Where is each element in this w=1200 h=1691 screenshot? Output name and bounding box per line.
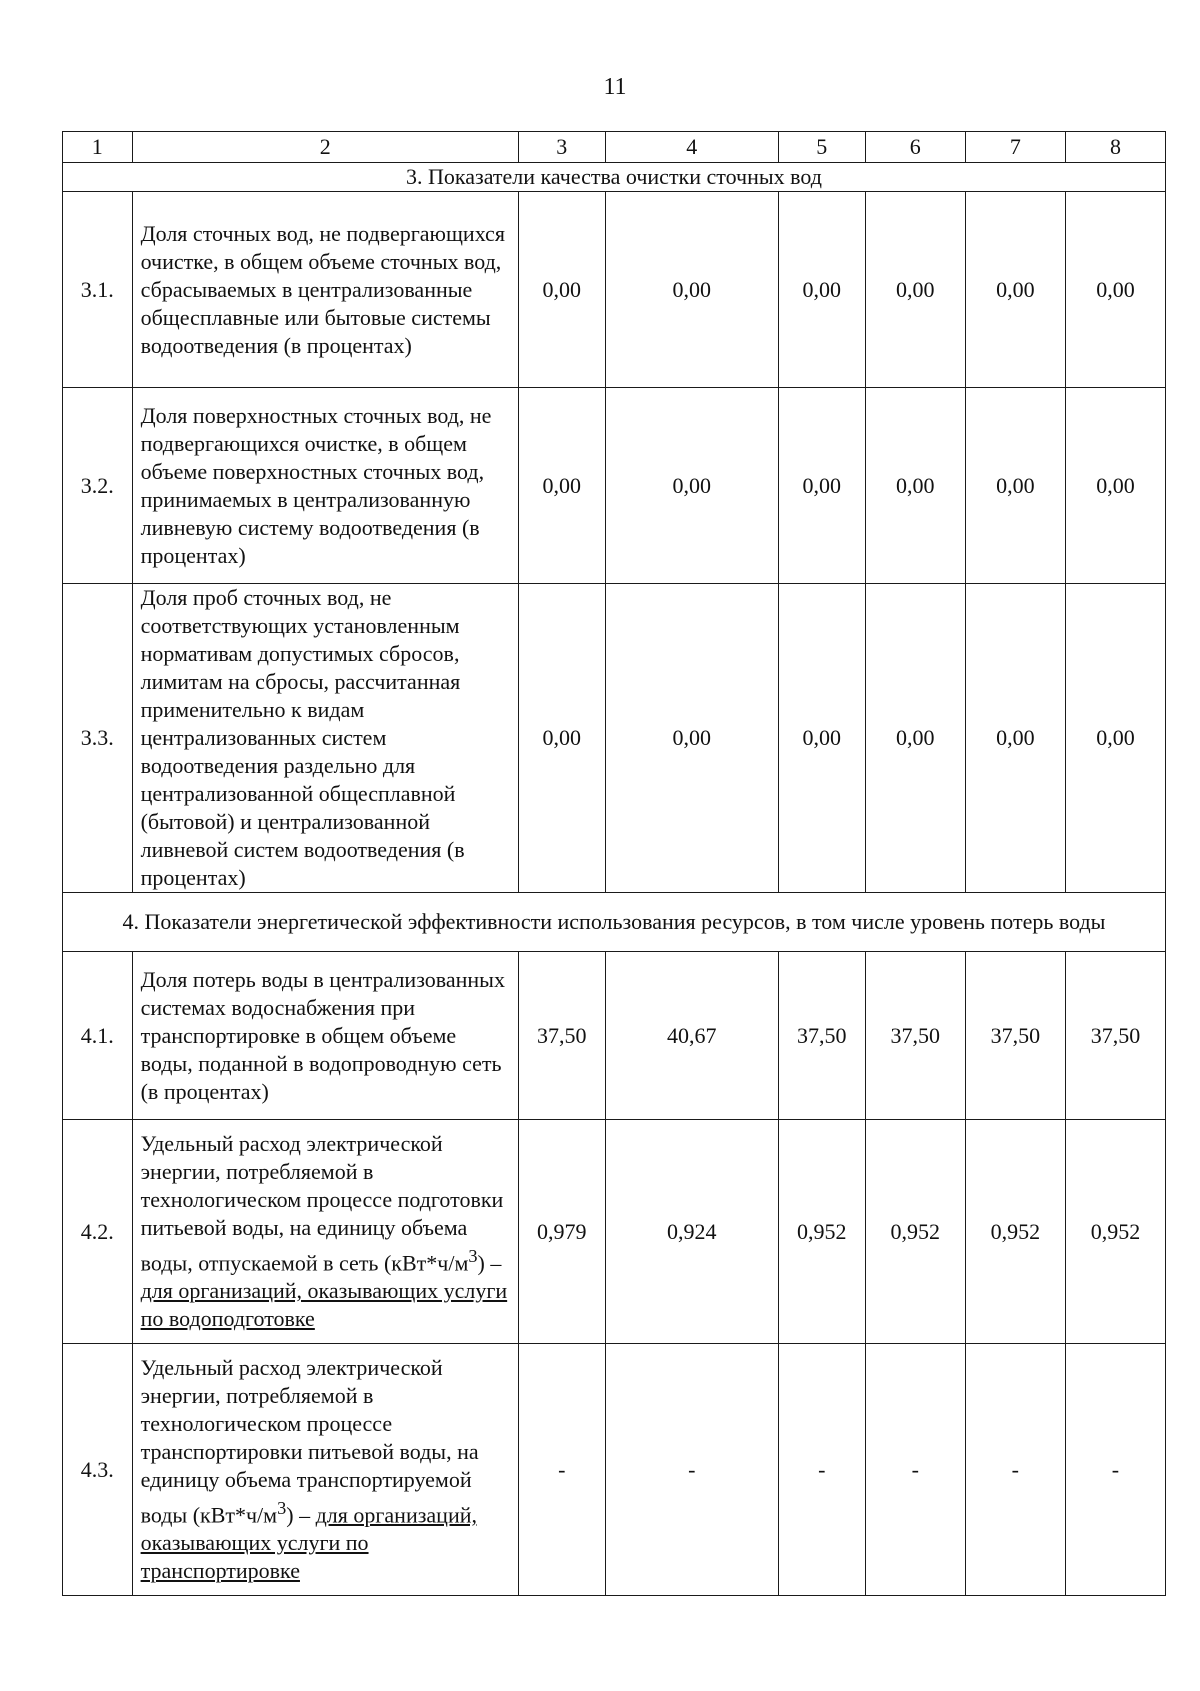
row-number: 4.3.: [63, 1344, 133, 1596]
table-row: [63, 952, 1166, 1120]
column-header: 3: [518, 132, 605, 163]
section-row: [63, 163, 1166, 192]
value-cell: 0,00: [518, 584, 605, 893]
value-cell: 0,00: [965, 192, 1065, 388]
row-description-text: Удельный расход электрической энергии, потребляемой в технологическом процессе транспортировки питьевой воды, на единицу объема транспортируемой воды (кВт*ч/м: [140, 1354, 479, 1528]
row-description: [132, 1344, 518, 1596]
column-header: 4: [605, 132, 778, 163]
row-number: 3.1.: [63, 192, 133, 388]
row-description-text: Удельный расход электрической энергии, потребляемой в технологическом процессе подготовки питьевой воды, на единицу объема воды, отпускаемой в сеть (кВт*ч/м: [140, 1130, 504, 1276]
table-row: [63, 388, 1166, 584]
value-cell: 37,50: [778, 952, 865, 1120]
value-cell: 0,00: [1065, 192, 1165, 388]
column-header: 1: [63, 132, 133, 163]
value-cell: 0,00: [1065, 584, 1165, 893]
value-cell: 0,00: [865, 192, 965, 388]
value-cell: 0,952: [965, 1120, 1065, 1344]
value-cell: 37,50: [518, 952, 605, 1120]
column-header: 2: [132, 132, 518, 163]
value-cell: 0,00: [965, 388, 1065, 584]
value-cell: -: [605, 1344, 778, 1596]
value-cell: 0,00: [518, 192, 605, 388]
section-title: 4. Показатели энергетической эффективности использования ресурсов, в том числе уровень потерь воды: [63, 893, 1166, 952]
value-cell: 0,00: [605, 388, 778, 584]
value-cell: 0,00: [865, 584, 965, 893]
column-header: 8: [1065, 132, 1165, 163]
row-number: 3.3.: [63, 584, 133, 893]
row-number: 4.1.: [63, 952, 133, 1120]
value-cell: 0,00: [1065, 388, 1165, 584]
value-cell: 0,979: [518, 1120, 605, 1344]
section-title: 3. Показатели качества очистки сточных вод: [63, 163, 1166, 192]
row-description-underlined: для организаций, оказывающих услуги по водоподготовке: [140, 1278, 508, 1332]
row-description: Доля проб сточных вод, не соответствующих установленным нормативам допустимых сбросов, лимитам на сбросы, рассчитанная применительно к видам централизованных систем водоотведения раздельно для централизованной общесплавной (бытовой) и централизованной ливневой систем водоотведения (в процентах): [132, 584, 518, 893]
indicators-table: [62, 131, 1166, 1596]
value-cell: 0,00: [965, 584, 1065, 893]
row-description: Доля потерь воды в централизованных системах водоснабжения при транспортировке в общем объеме воды, поданной в водопроводную сеть (в процентах): [132, 952, 518, 1120]
table-row: [63, 584, 1166, 893]
value-cell: 0,00: [778, 388, 865, 584]
value-cell: 0,00: [605, 192, 778, 388]
value-cell: -: [865, 1344, 965, 1596]
value-cell: 37,50: [965, 952, 1065, 1120]
value-cell: 37,50: [865, 952, 965, 1120]
value-cell: -: [778, 1344, 865, 1596]
row-description: Доля поверхностных сточных вод, не подвергающихся очистке, в общем объеме поверхностных сточных вод, принимаемых в централизованную ливневую систему водоотведения (в процентах): [132, 388, 518, 584]
value-cell: 0,00: [518, 388, 605, 584]
row-number: 3.2.: [63, 388, 133, 584]
value-cell: 0,00: [778, 192, 865, 388]
column-header: 6: [865, 132, 965, 163]
row-description-tail: ) –: [477, 1250, 502, 1276]
row-description-tail: ) –: [286, 1502, 316, 1528]
value-cell: 0,924: [605, 1120, 778, 1344]
row-description: [132, 1120, 518, 1344]
value-cell: -: [1065, 1344, 1165, 1596]
column-header: 5: [778, 132, 865, 163]
superscript: 3: [277, 1497, 287, 1518]
value-cell: 40,67: [605, 952, 778, 1120]
table-row: [63, 1344, 1166, 1596]
table-row: [63, 1120, 1166, 1344]
page-number: 11: [603, 74, 627, 100]
value-cell: 0,00: [865, 388, 965, 584]
value-cell: 0,952: [1065, 1120, 1165, 1344]
column-header-row: [63, 132, 1166, 163]
value-cell: 0,00: [778, 584, 865, 893]
superscript: 3: [468, 1245, 478, 1266]
row-number: 4.2.: [63, 1120, 133, 1344]
value-cell: 37,50: [1065, 952, 1165, 1120]
value-cell: -: [965, 1344, 1065, 1596]
table-row: [63, 192, 1166, 388]
value-cell: 0,00: [605, 584, 778, 893]
row-description: Доля сточных вод, не подвергающихся очистке, в общем объеме сточных вод, сбрасываемых в централизованные общесплавные или бытовые системы водоотведения (в процентах): [132, 192, 518, 388]
column-header: 7: [965, 132, 1065, 163]
row-description-underlined: для организаций, оказывающих услуги по транспортировке: [140, 1502, 477, 1584]
value-cell: -: [518, 1344, 605, 1596]
value-cell: 0,952: [865, 1120, 965, 1344]
section-row: [63, 893, 1166, 952]
value-cell: 0,952: [778, 1120, 865, 1344]
